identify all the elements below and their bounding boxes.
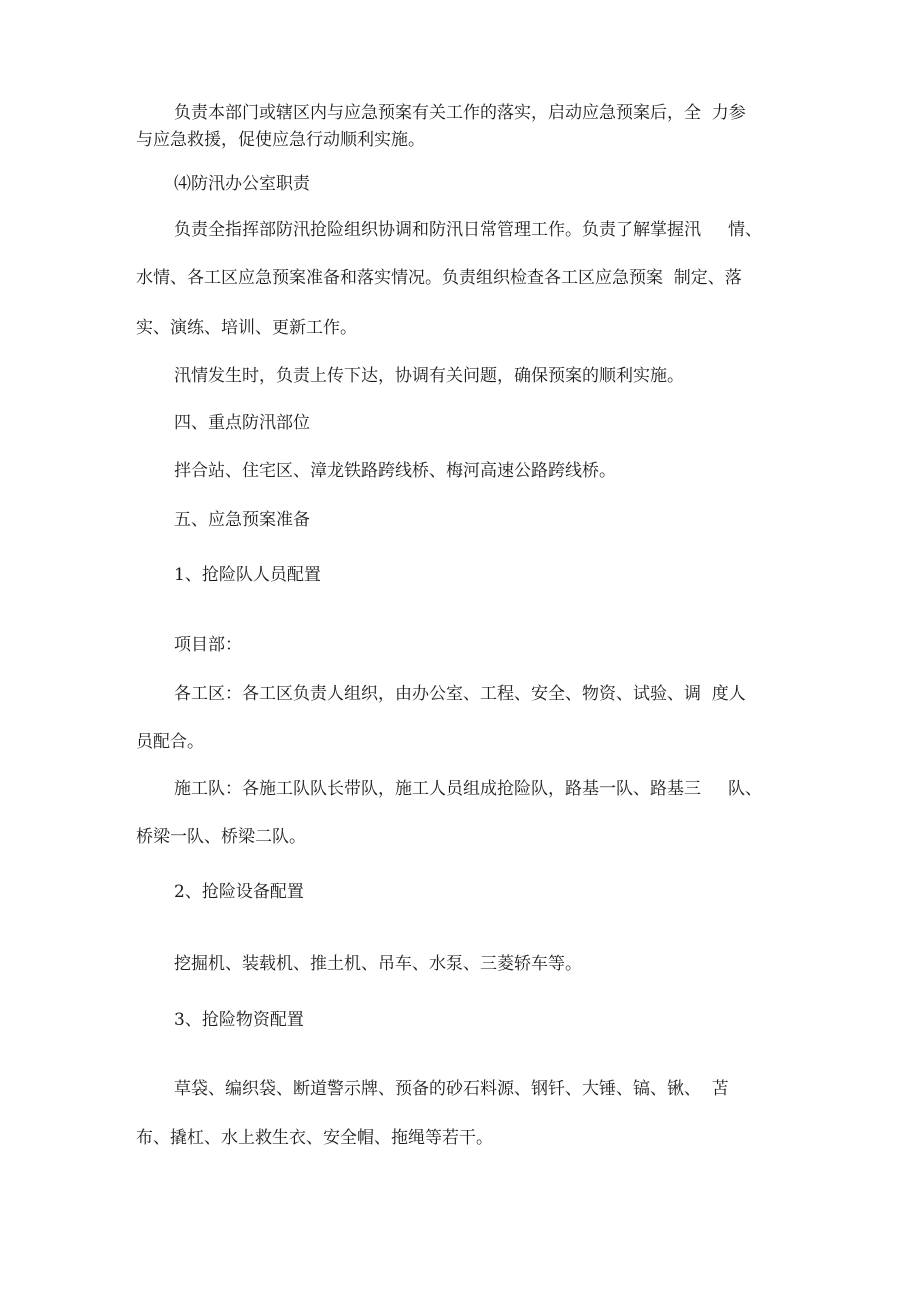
construction-team-line-1: 施工队：各施工队队长带队，施工人员组成抢险队，路基一队、路基三 队、	[174, 779, 763, 799]
item-2-heading: 2、抢险设备配置	[174, 882, 304, 902]
paragraph-office-line-2: 水情、各工区应急预案准备和落实情况。负责组织检查各工区应急预案 制定、落	[136, 268, 742, 288]
paragraph-office-line-3: 实、演练、培训、更新工作。	[136, 318, 357, 338]
paragraph-responsibility-line-1: 负责本部门或辖区内与应急预案有关工作的落实，启动应急预案后，全 力参	[174, 103, 746, 123]
project-department: 项目部：	[174, 635, 242, 655]
section-5-heading: 五、应急预案准备	[174, 510, 310, 530]
paragraph-responsibility-line-2: 与应急救援，促使应急行动顺利实施。	[136, 130, 425, 150]
paragraph-flood-situation: 汛情发生时，负责上传下达，协调有关问题，确保预案的顺利实施。	[174, 366, 684, 386]
item-1-heading: 1、抢险队人员配置	[174, 565, 321, 585]
paragraph-office-line-1: 负责全指挥部防汛抢险组织协调和防汛日常管理工作。负责了解掌握汛 情、	[174, 220, 763, 240]
section-4-text: 拌合站、住宅区、漳龙铁路跨线桥、梅河高速公路跨线桥。	[174, 461, 616, 481]
item-3-heading: 3、抢险物资配置	[174, 1010, 304, 1030]
item-3-text-line-2: 布、撬杠、水上救生衣、安全帽、拖绳等若干。	[136, 1128, 493, 1148]
work-zone-line-1: 各工区：各工区负责人组织，由办公室、工程、安全、物资、试验、调 度人	[174, 684, 746, 704]
construction-team-line-2: 桥梁一队、桥梁二队。	[136, 827, 306, 847]
heading-flood-office-duties: ⑷防汛办公室职责	[174, 174, 310, 194]
work-zone-line-2: 员配合。	[136, 732, 204, 752]
item-2-text: 挖掘机、装载机、推土机、吊车、水泵、三菱轿车等。	[174, 954, 582, 974]
section-4-heading: 四、重点防汛部位	[174, 413, 310, 433]
item-3-text-line-1: 草袋、编织袋、断道警示牌、预备的砂石料源、钢钎、大锤、镐、锹、 苫	[174, 1079, 729, 1099]
